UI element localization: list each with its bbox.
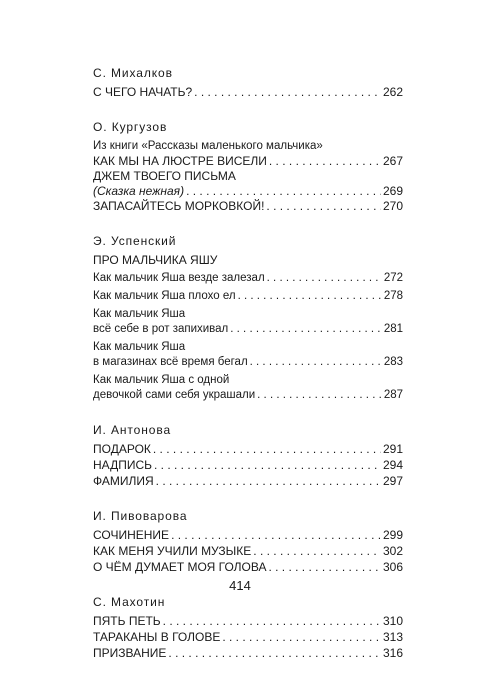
entry-title: О ЧЁМ ДУМАЕТ МОЯ ГОЛОВА (93, 560, 267, 574)
dot-leader (163, 614, 381, 629)
entry-title: ПЯТЬ ПЕТЬ (93, 614, 161, 628)
toc-entry (93, 442, 403, 457)
entry-title: ПОДАРОК (93, 442, 151, 456)
dot-leader (238, 289, 382, 304)
toc-section-antonova (93, 423, 403, 489)
toc-entry (93, 630, 403, 645)
cycle-heading: ПРО МАЛЬЧИКА ЯШУ (93, 253, 218, 267)
toc-section-uspensky (93, 234, 403, 403)
toc-section-pivovarova (93, 509, 403, 575)
entry-title: КАК МЫ НА ЛЮСТРЕ ВИСЕЛИ (93, 154, 267, 168)
entry-page: 283 (383, 356, 403, 368)
entry-page: 272 (383, 272, 403, 284)
entry-page: 267 (382, 154, 403, 168)
dot-leader (171, 528, 381, 543)
toc-entry (93, 560, 403, 575)
toc-entry (93, 184, 403, 199)
toc-entry (93, 322, 403, 337)
toc-entry (93, 154, 403, 169)
toc-entry (93, 85, 403, 100)
dot-leader (230, 322, 382, 337)
dot-leader (268, 560, 381, 575)
dot-leader (266, 199, 381, 214)
toc-entry (93, 199, 403, 214)
entry-title: КАК МЕНЯ УЧИЛИ МУЗЫКЕ (93, 544, 252, 558)
dot-leader (222, 630, 381, 645)
toc-entry (93, 458, 403, 473)
entry-title-line: Как мальчик Яша с одной (93, 374, 230, 386)
entry-title: ТАРАКАНЫ В ГОЛОВЕ (93, 630, 221, 644)
dot-leader (156, 474, 381, 489)
dot-leader (257, 388, 382, 403)
toc-entry (93, 355, 403, 370)
author-name: Э. Успенский (93, 234, 177, 248)
entry-page: 310 (382, 614, 403, 628)
entry-page: 270 (382, 199, 403, 213)
entry-page: 302 (382, 544, 403, 558)
author-name: И. Антонова (93, 423, 172, 437)
entry-title: НАДПИСЬ (93, 458, 152, 472)
entry-title: ФАМИЛИЯ (93, 474, 154, 488)
book-subheading: Из книги «Рассказы маленького мальчика» (93, 140, 323, 152)
toc-section-makhotin (93, 595, 403, 661)
dot-leader (267, 271, 382, 286)
author-name: С. Михалков (93, 66, 173, 80)
entry-page: 281 (383, 323, 403, 335)
toc-section-mikhalkov (93, 66, 403, 100)
toc-entry (93, 646, 403, 661)
entry-title: Как мальчик Яша плохо ел (93, 290, 236, 302)
dot-leader (253, 544, 381, 559)
page-number: 414 (229, 578, 251, 593)
entry-page: 306 (382, 560, 403, 574)
entry-title: (Сказка нежная) (93, 184, 185, 198)
dot-leader (168, 646, 381, 661)
entry-page: 294 (382, 458, 403, 472)
entry-page: 316 (382, 646, 403, 660)
entry-page: 299 (382, 528, 403, 542)
entry-page: 262 (382, 85, 403, 99)
entry-page: 287 (383, 389, 403, 401)
dot-leader (194, 85, 381, 100)
entry-title-line: Как мальчик Яша (93, 308, 186, 320)
entry-title: ПРИЗВАНИЕ (93, 646, 167, 660)
entry-page: 278 (383, 290, 403, 302)
entry-title: СОЧИНЕНИЕ (93, 528, 170, 542)
dot-leader (186, 184, 381, 199)
author-name: С. Махотин (93, 595, 166, 609)
toc-entry (93, 289, 403, 304)
entry-title: ЗАПАСАЙТЕСЬ МОРКОВКОЙ! (93, 199, 265, 213)
entry-title: Как мальчик Яша везде залезал (93, 272, 265, 284)
entry-title: всё себе в рот запихивал (93, 323, 229, 335)
entry-title: в магазинах всё время бегал (93, 356, 248, 368)
dot-leader (250, 355, 382, 370)
toc-entry (93, 544, 403, 559)
entry-title: девочкой сами себя украшали (93, 389, 256, 401)
toc-entry (93, 474, 403, 489)
author-name: И. Пивоварова (93, 509, 188, 523)
dot-leader (269, 154, 381, 169)
author-name: О. Кургузов (93, 120, 168, 134)
entry-title: С ЧЕГО НАЧАТЬ? (93, 85, 193, 99)
toc-entry (93, 528, 403, 543)
entry-title-line: Как мальчик Яша (93, 341, 186, 353)
toc-entry (93, 614, 403, 629)
entry-page: 291 (382, 442, 403, 456)
toc-entry (93, 271, 403, 286)
toc-entry (93, 388, 403, 403)
entry-page: 297 (382, 474, 403, 488)
entry-page: 313 (382, 630, 403, 644)
entry-page: 269 (382, 184, 403, 198)
dot-leader (153, 442, 381, 457)
dot-leader (154, 458, 381, 473)
toc-section-kurguzov (93, 120, 403, 214)
entry-title-line: ДЖЕМ ТВОЕГО ПИСЬМА (93, 169, 236, 183)
